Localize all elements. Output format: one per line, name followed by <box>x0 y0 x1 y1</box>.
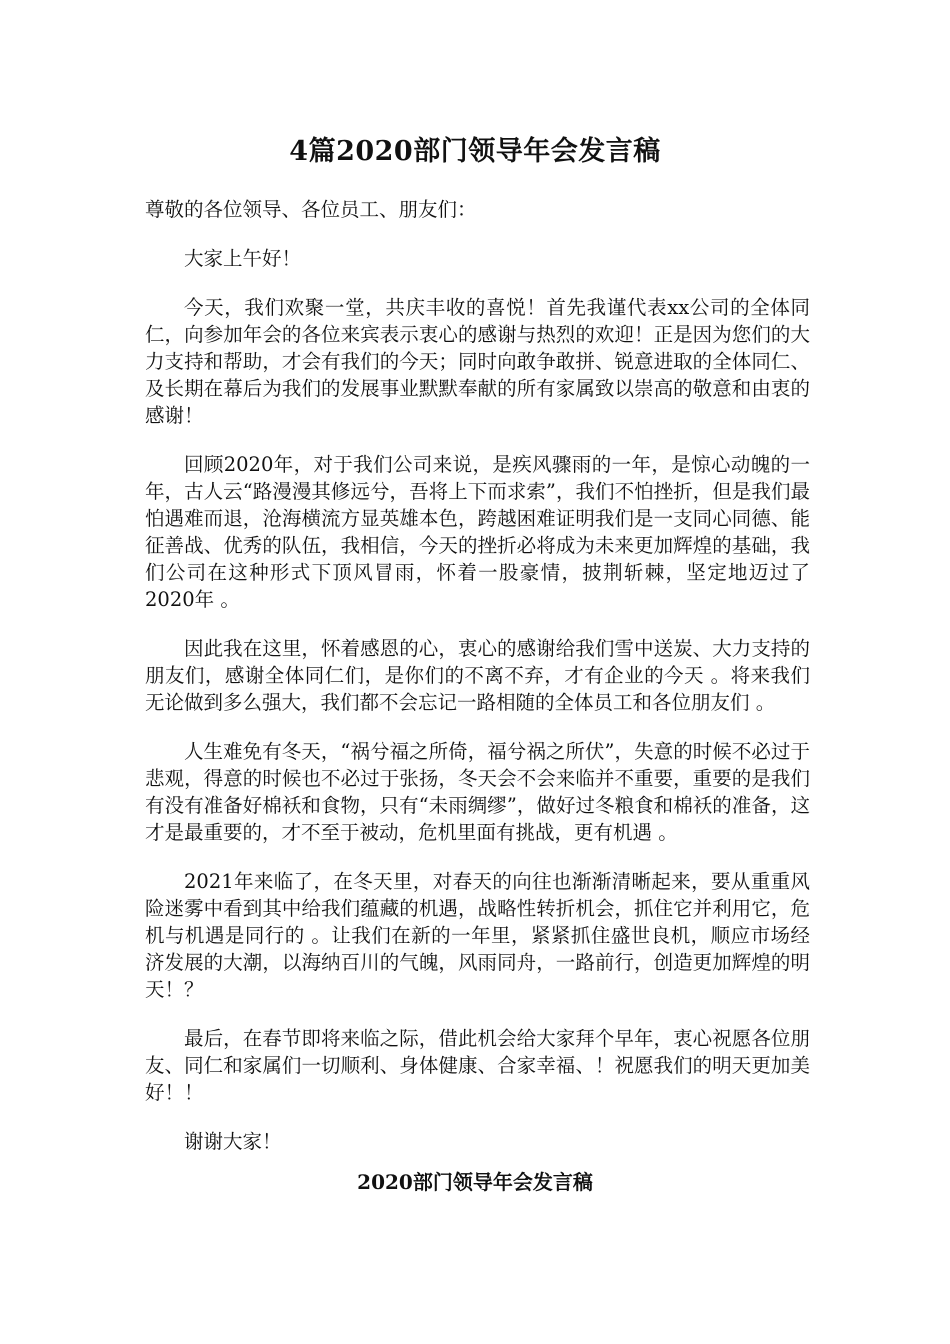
paragraph-thanks: 谢谢大家！ <box>184 1130 282 1153</box>
section-subtitle: 2020部门领导年会发言稿 <box>357 1170 593 1194</box>
paragraph-winter: 人生难免有冬天，“祸兮福之所倚，福兮祸之所伏”，失意的时候不必过于悲观，得意的时候也不必过于张扬，冬天会不会来临并不重要，重要的是我们有没有准备好棉袄和食物，只有“未雨绸缪”，做好过冬粮食和棉袄的准备，这才是最重要的，才不至于被动，危机里面有挑战，更有机遇 。 <box>145 740 810 844</box>
document-title: 4篇2020部门领导年会发言稿 <box>289 136 661 167</box>
paragraph-new-year: 2021年来临了，在冬天里，对春天的向往也渐渐清晰起来，要从重重风险迷雾中看到其中给我们蕴藏的机遇，战略性转折机会，抓住它并利用它，危机与机遇是同行的 。让我们在新的一年里，紧紧抓住盛世良机，顺应市场经济发展的大潮，以海纳百川的气魄，风雨同舟，一路前行，创造更加辉煌的明天！？ <box>145 870 810 1001</box>
paragraph-review: 回顾2020年，对于我们公司来说，是疾风骤雨的一年，是惊心动魄的一年，古人云“路漫漫其修远兮，吾将上下而求索”，我们不怕挫折，但是我们最怕遇难而退，沧海横流方显英雄本色，跨越困难证明我们是一支同心同德、能征善战、优秀的队伍，我相信，今天的挫折必将成为未来更加辉煌的基础，我们公司在这种形式下顶风冒雨，怀着一股豪情，披荆斩棘，坚定地迈过了2020年 。 <box>145 453 810 611</box>
paragraph-closing: 最后，在春节即将来临之际，借此机会给大家拜个早年，衷心祝愿各位朋友、同仁和家属们一切顺利、身体健康、合家幸福、！祝愿我们的明天更加美好！！ <box>145 1027 810 1104</box>
paragraph-greeting: 大家上午好！ <box>184 247 302 270</box>
paragraph-gratitude: 因此我在这里，怀着感恩的心，衷心的感谢给我们雪中送炭、大力支持的朋友们，感谢全体同仁们，是你们的不离不弃，才有企业的今天 。将来我们无论做到多么强大，我们都不会忘记一路相随的全体员工和各位朋友们 。 <box>145 637 810 714</box>
paragraph-welcome: 今天，我们欢聚一堂，共庆丰收的喜悦！首先我谨代表xx公司的全体同仁，向参加年会的各位来宾表示衷心的感谢与热烈的欢迎！正是因为您们的大力支持和帮助，才会有我们的今天；同时向敢争敢拼、锐意进取的全体同仁、及长期在幕后为我们的发展事业默默奉献的所有家属致以崇高的敬意和由衷的感谢！ <box>145 296 810 427</box>
salutation: 尊敬的各位领导、各位员工、朋友们： <box>145 198 477 221</box>
document-body <box>145 196 810 1177</box>
